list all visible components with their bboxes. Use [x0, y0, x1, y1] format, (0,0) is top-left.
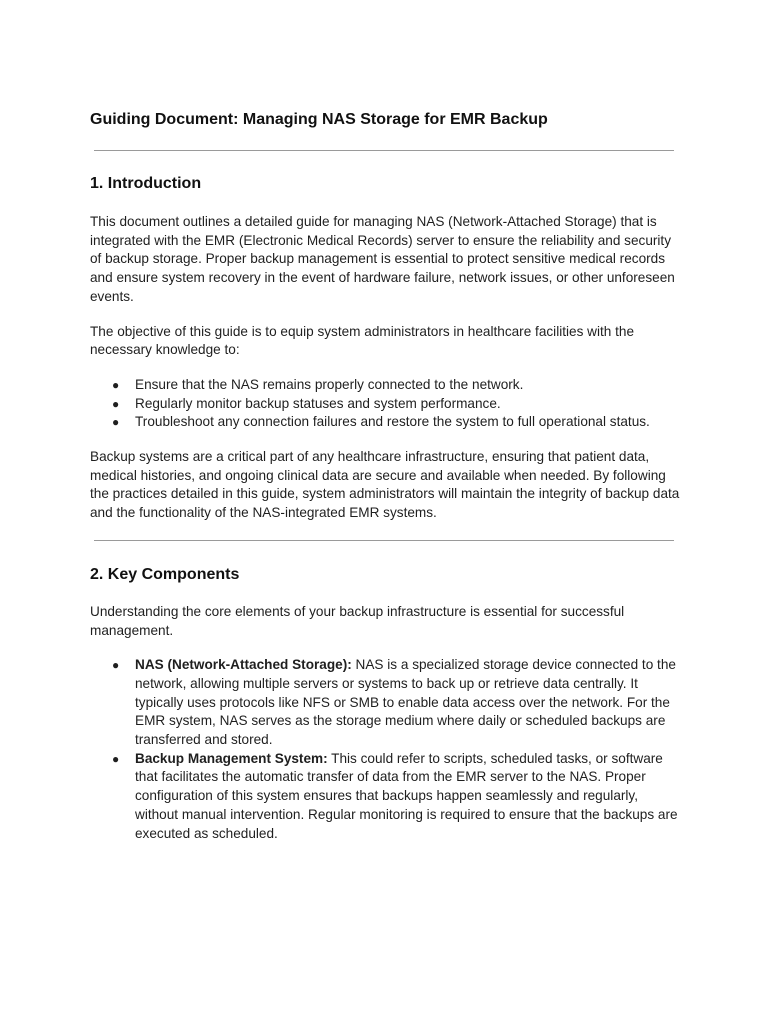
- objective-bullet-list: [90, 376, 680, 432]
- list-item: [90, 750, 680, 844]
- document-body: [90, 108, 680, 843]
- section-key-components: [90, 563, 680, 843]
- list-item: [90, 413, 680, 432]
- list-item-text: Regularly monitor backup statuses and system performance.: [135, 395, 501, 411]
- section-heading-key-components: 2. Key Components: [90, 565, 240, 583]
- intro-paragraph-objective: The objective of this guide is to equip system administrators in healthcare facilities with the necessary knowledge to:: [90, 323, 635, 358]
- intro-paragraph-importance: Backup systems are a critical part of any healthcare infrastructure, ensuring that patient data, medical histories, and ongoing clinical data are secure and available when needed. By following the practices detailed in this guide, system administrators will maintain the integrity of backup data and the functionality of the NAS-integrated EMR systems.: [90, 449, 680, 521]
- component-description-nas: NAS is a specialized storage device connected to the network, allowing multiple servers or systems to back up or retrieve data centrally. It typically uses protocols like NFS or SMB to enable data access over the network. For the EMR system, NAS serves as the storage medium where daily or scheduled backups are transferred and stored.: [135, 657, 676, 748]
- bullet-icon: ●: [112, 751, 120, 766]
- component-description-backup-system: This could refer to scripts, scheduled tasks, or software that facilitates the automatic transfer of data from the EMR server to the NAS. Proper configuration of this system ensures that backups happen seamlessly and regularly, without manual intervention. Regular monitoring is required to ensure that the backups are executed as scheduled.: [135, 750, 678, 841]
- list-item: [90, 376, 680, 395]
- key-components-paragraph: Understanding the core elements of your backup infrastructure is essential for successful management.: [90, 603, 625, 638]
- component-term-backup-system: Backup Management System:: [135, 750, 328, 766]
- bullet-icon: ●: [112, 658, 120, 673]
- list-item-text: Ensure that the NAS remains properly connected to the network.: [135, 376, 524, 392]
- bullet-icon: ●: [112, 377, 120, 392]
- list-item: [90, 395, 680, 414]
- intro-paragraph-overview: This document outlines a detailed guide for managing NAS (Network-Attached Storage) that is integrated with the EMR (Electronic Medical Records) server to ensure the reliability and security of backup storage. Proper backup management is essential to protect sensitive medical records and ensure system recovery in the event of hardware failure, network issues, or other unforeseen events.: [90, 214, 675, 304]
- bullet-icon: ●: [112, 396, 120, 411]
- bullet-icon: ●: [112, 415, 120, 430]
- section-divider: [94, 540, 674, 541]
- section-introduction: [90, 172, 680, 523]
- section-heading-introduction: 1. Introduction: [90, 175, 202, 192]
- section-divider: [94, 150, 674, 151]
- component-term-nas: NAS (Network-Attached Storage):: [135, 657, 352, 673]
- list-item: [90, 656, 680, 750]
- components-bullet-list: [90, 656, 680, 843]
- list-item-text: Troubleshoot any connection failures and restore the system to full operational status.: [135, 414, 650, 430]
- document-title: Guiding Document: Managing NAS Storage for EMR Backup: [90, 111, 548, 128]
